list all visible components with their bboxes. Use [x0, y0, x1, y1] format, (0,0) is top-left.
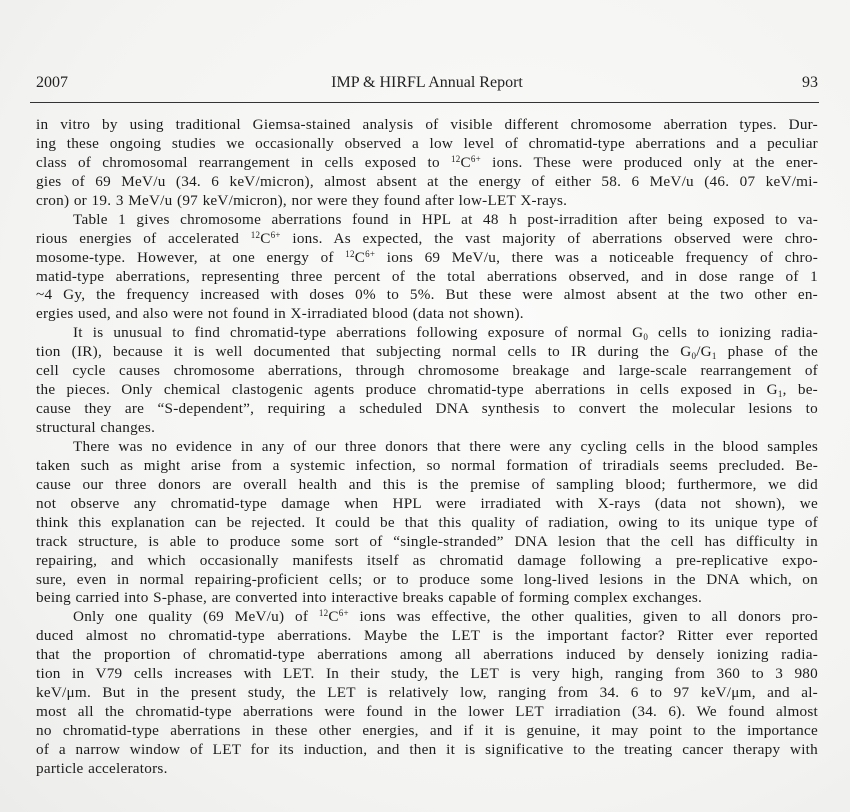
- text-line: [36, 646, 818, 665]
- superscript: 6+: [365, 248, 376, 259]
- text-line: [36, 589, 818, 608]
- superscript: 6+: [470, 153, 481, 164]
- text-line: [36, 362, 818, 381]
- text-run: particle accelerators.: [36, 759, 168, 777]
- text-line: [36, 192, 818, 211]
- text-run: that the proportion of chromatid-type aberrations among all aberrations induced by densely ionizing radia-: [36, 646, 818, 664]
- text-run: There was no evidence in any of our three donors that there were any cycling cells in the blood samples: [73, 437, 818, 455]
- text-run: ions was effective, the other qualities, given to all donors pro-: [348, 608, 818, 626]
- text-run: Only one quality (69 MeV/u) of: [73, 608, 319, 626]
- subscript: 1: [777, 389, 783, 400]
- text-line: [36, 476, 818, 495]
- text-run: in vitro by using traditional Giemsa-stained analysis of visible different chromosome aberration types. Dur-: [36, 116, 818, 133]
- body-text: [36, 116, 818, 779]
- header-year: 2007: [36, 74, 68, 91]
- superscript: 12: [451, 153, 461, 164]
- text-line: [36, 665, 818, 684]
- text-run: C: [354, 248, 366, 266]
- header-title: IMP & HIRFL Annual Report: [331, 74, 523, 91]
- text-run: , be-: [782, 381, 818, 399]
- text-line: [36, 684, 818, 703]
- text-run: class of chromosomal rearrangement in cells exposed to: [36, 153, 452, 171]
- text-line: [36, 552, 818, 571]
- text-run: cell cycle causes chromosome aberrations, through chromosome breakage and large-scale rearrangement of: [36, 362, 818, 380]
- text-run: being carried into S-phase, are converted into interactive breaks capable of forming complex exchanges.: [36, 589, 703, 607]
- text-line: [36, 381, 818, 400]
- text-run: no chromatid-type aberrations in these other energies, and if it is genuine, it may point to the importance: [36, 722, 818, 739]
- text-line: [36, 343, 818, 362]
- text-run: think this explanation can be rejected. It could be that this quality of radiation, owing to its unique type of: [36, 513, 818, 531]
- text-run: Table 1 gives chromosome aberrations found in HPL at 48 h post-irradition after being exposed to va-: [73, 210, 818, 228]
- text-run: ions. These were produced only at the ener-: [480, 153, 818, 171]
- text-line: [36, 571, 818, 590]
- header-rule: [30, 102, 819, 103]
- superscript: 12: [345, 248, 355, 259]
- text-run: rious energies of accelerated: [36, 229, 251, 247]
- text-run: C: [260, 229, 271, 247]
- text-run: structural changes.: [36, 419, 156, 436]
- text-line: [36, 135, 818, 154]
- text-run: ergies used, and also were not found in X-irradiated blood (data not shown).: [36, 305, 524, 323]
- text-line: [36, 419, 818, 438]
- text-line: [36, 438, 818, 457]
- text-run: sure, even in normal repairing-proficient cells; or to produce some long-lived lesions in the DNA which, on: [36, 570, 818, 588]
- text-line: [36, 211, 818, 230]
- superscript: 12: [318, 608, 329, 619]
- text-line: [36, 608, 818, 627]
- text-run: cells to ionizing radia-: [648, 324, 818, 342]
- page-number: 93: [802, 74, 818, 91]
- text-run: /G: [696, 343, 712, 361]
- text-line: [36, 173, 818, 192]
- text-run: track structure, is able to produce some sort of “single-stranded” DNA lesion that the cell has difficulty in: [36, 532, 818, 550]
- subscript: 1: [711, 351, 717, 362]
- text-run: most all the chromatid-type aberrations were found in the lower LET irradiation (34. 6). We found almost: [36, 703, 818, 721]
- text-line: [36, 116, 818, 135]
- text-run: matid-type aberrations, representing three percent of the total aberrations observed, and in dose range of 1: [36, 267, 818, 285]
- text-run: phase of the: [716, 343, 818, 361]
- superscript: 6+: [270, 229, 281, 240]
- running-header: [36, 74, 818, 96]
- text-run: duced almost no chromatid-type aberrations. Maybe the LET is the important factor? Ritter ever reported: [36, 627, 818, 645]
- text-run: repairing, and which occasionally manifests itself as chromatid damage following a pre-replicative expo-: [36, 551, 818, 569]
- text-run: tion (IR), because it is well documented that subjecting normal cells to IR during the G: [36, 343, 692, 361]
- text-line: [36, 741, 818, 760]
- text-line: [36, 703, 818, 722]
- text-line: [36, 305, 818, 324]
- text-line: [36, 286, 818, 305]
- text-line: [36, 533, 818, 552]
- text-run: of a narrow window of LET for its induction, and then it is significative to the treating cancer therapy with: [36, 740, 818, 758]
- superscript: 12: [250, 229, 261, 240]
- subscript: 0: [643, 332, 649, 343]
- text-run: C: [328, 608, 339, 626]
- text-run: taken such as might arise from a systemic infection, so normal formation of triradials seems precluded. Be-: [36, 456, 818, 474]
- text-run: It is unusual to find chromatid-type aberrations following exposure of normal G: [73, 324, 644, 342]
- text-run: cause our three donors are overall health and this is the premise of sampling blood; furthermore, we did: [36, 475, 818, 493]
- text-line: [36, 627, 818, 646]
- text-run: cron) or 19. 3 MeV/u (97 keV/micron), nor were they found after low-LET X-rays.: [36, 191, 568, 209]
- text-run: ions 69 MeV/u, there was a noticeable frequency of chro-: [375, 248, 819, 266]
- text-run: ions. As expected, the vast majority of aberrations observed were chro-: [280, 229, 818, 247]
- text-line: [36, 760, 818, 779]
- text-run: cause they are “S-dependent”, requiring a scheduled DNA synthesis to convert the molecular lesions to: [36, 400, 818, 418]
- text-line: [36, 154, 818, 173]
- text-run: keV/μm. But in the present study, the LET is relatively low, ranging from 34. 6 to 97 keV/μm, and al-: [36, 684, 818, 702]
- text-line: [36, 457, 818, 476]
- text-line: [36, 268, 818, 287]
- text-run: gies of 69 MeV/u (34. 6 keV/micron), almost absent at the energy of either 58. 6 MeV/u (46. 07 keV/mi-: [36, 172, 818, 190]
- text-line: [36, 495, 818, 514]
- text-run: mosome-type. However, at one energy of: [36, 248, 346, 266]
- subscript: 0: [691, 351, 697, 362]
- text-line: [36, 514, 818, 533]
- text-run: C: [460, 153, 471, 171]
- text-run: tion in V79 cells increases with LET. In their study, the LET is very high, ranging from 360 to 3 980: [36, 665, 818, 683]
- text-line: [36, 249, 818, 268]
- text-line: [36, 230, 818, 249]
- text-run: ing these ongoing studies we occasionally observed a low level of chromatid-type aberrations and a peculiar: [36, 134, 818, 152]
- superscript: 6+: [338, 608, 349, 619]
- text-run: ~4 Gy, the frequency increased with doses 0% to 5%. But these were almost absent at the two other en-: [36, 286, 818, 304]
- text-line: [36, 722, 818, 741]
- text-run: not observe any chromatid-type damage when HPL were irradiated with X-rays (data not shown), we: [36, 494, 818, 512]
- text-line: [36, 400, 818, 419]
- text-run: the pieces. Only chemical clastogenic agents produce chromatid-type aberrations in cells exposed in G: [36, 381, 778, 399]
- text-line: [36, 324, 818, 343]
